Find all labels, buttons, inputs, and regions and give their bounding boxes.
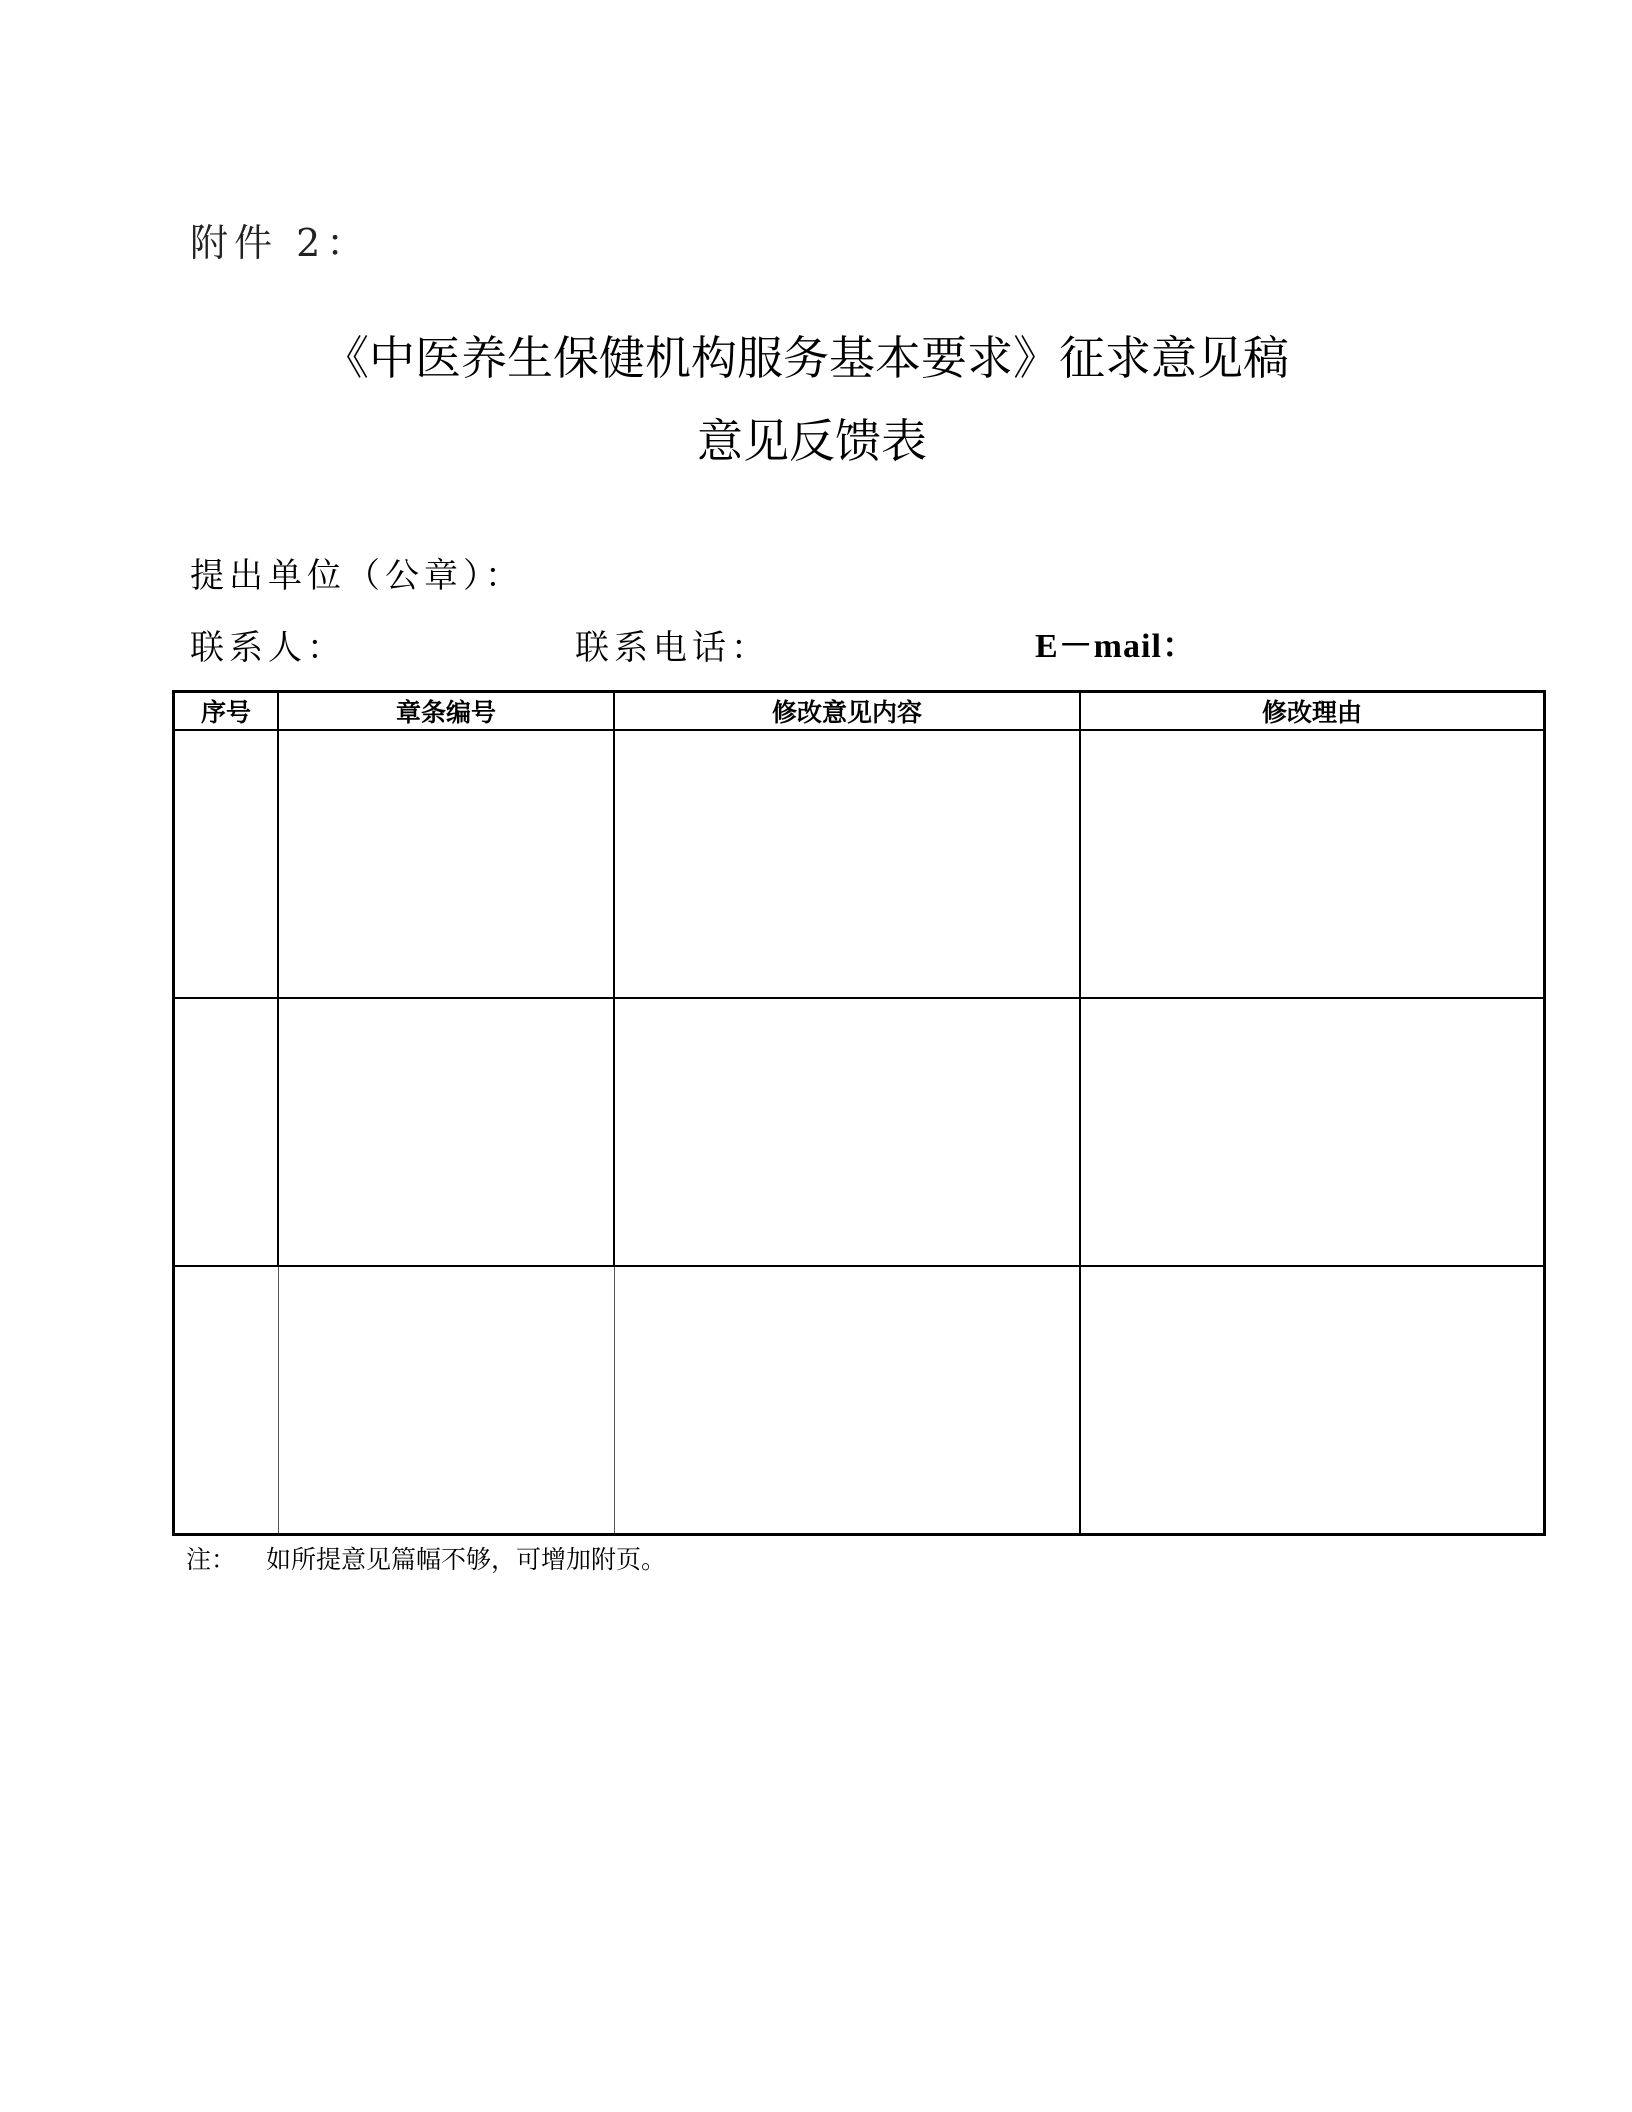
contact-phone-label: 联系电话： <box>575 628 770 668</box>
header-sequence: 序号 <box>174 692 279 731</box>
cell-revision-reason[interactable] <box>1080 998 1545 1266</box>
feedback-table <box>172 690 1546 1536</box>
cell-revision-reason[interactable] <box>1080 730 1545 998</box>
header-clause-number: 章条编号 <box>278 692 614 731</box>
cell-revision-content[interactable] <box>614 998 1080 1266</box>
cell-sequence[interactable] <box>174 1266 279 1535</box>
submitting-unit-label: 提出单位（公章）： <box>190 556 524 596</box>
table-header-row <box>174 692 1545 731</box>
cell-clause-number[interactable] <box>278 998 614 1266</box>
cell-revision-reason[interactable] <box>1080 1266 1545 1535</box>
attachment-label: 附件 2： <box>190 221 371 265</box>
email-label: E－mail： <box>1035 628 1197 665</box>
cell-sequence[interactable] <box>174 998 279 1266</box>
cell-revision-content[interactable] <box>614 1266 1080 1535</box>
table-row <box>174 730 1545 998</box>
footnote <box>186 1540 666 1576</box>
footnote-label: 注： <box>186 1545 237 1574</box>
contact-person-label: 联系人： <box>190 628 346 668</box>
table-row <box>174 998 1545 1266</box>
header-revision-reason: 修改理由 <box>1080 692 1545 731</box>
cell-clause-number[interactable] <box>278 1266 614 1535</box>
document-subtitle: 意见反馈表 <box>697 414 927 468</box>
footnote-text: 如所提意见篇幅不够，可增加附页。 <box>266 1545 667 1574</box>
document-title: 《中医养生保健机构服务基本要求》征求意见稿 <box>323 331 1289 385</box>
cell-revision-content[interactable] <box>614 730 1080 998</box>
header-revision-content: 修改意见内容 <box>614 692 1080 731</box>
feedback-table-container <box>172 690 1546 1536</box>
table-row <box>174 1266 1545 1535</box>
cell-clause-number[interactable] <box>278 730 614 998</box>
cell-sequence[interactable] <box>174 730 279 998</box>
